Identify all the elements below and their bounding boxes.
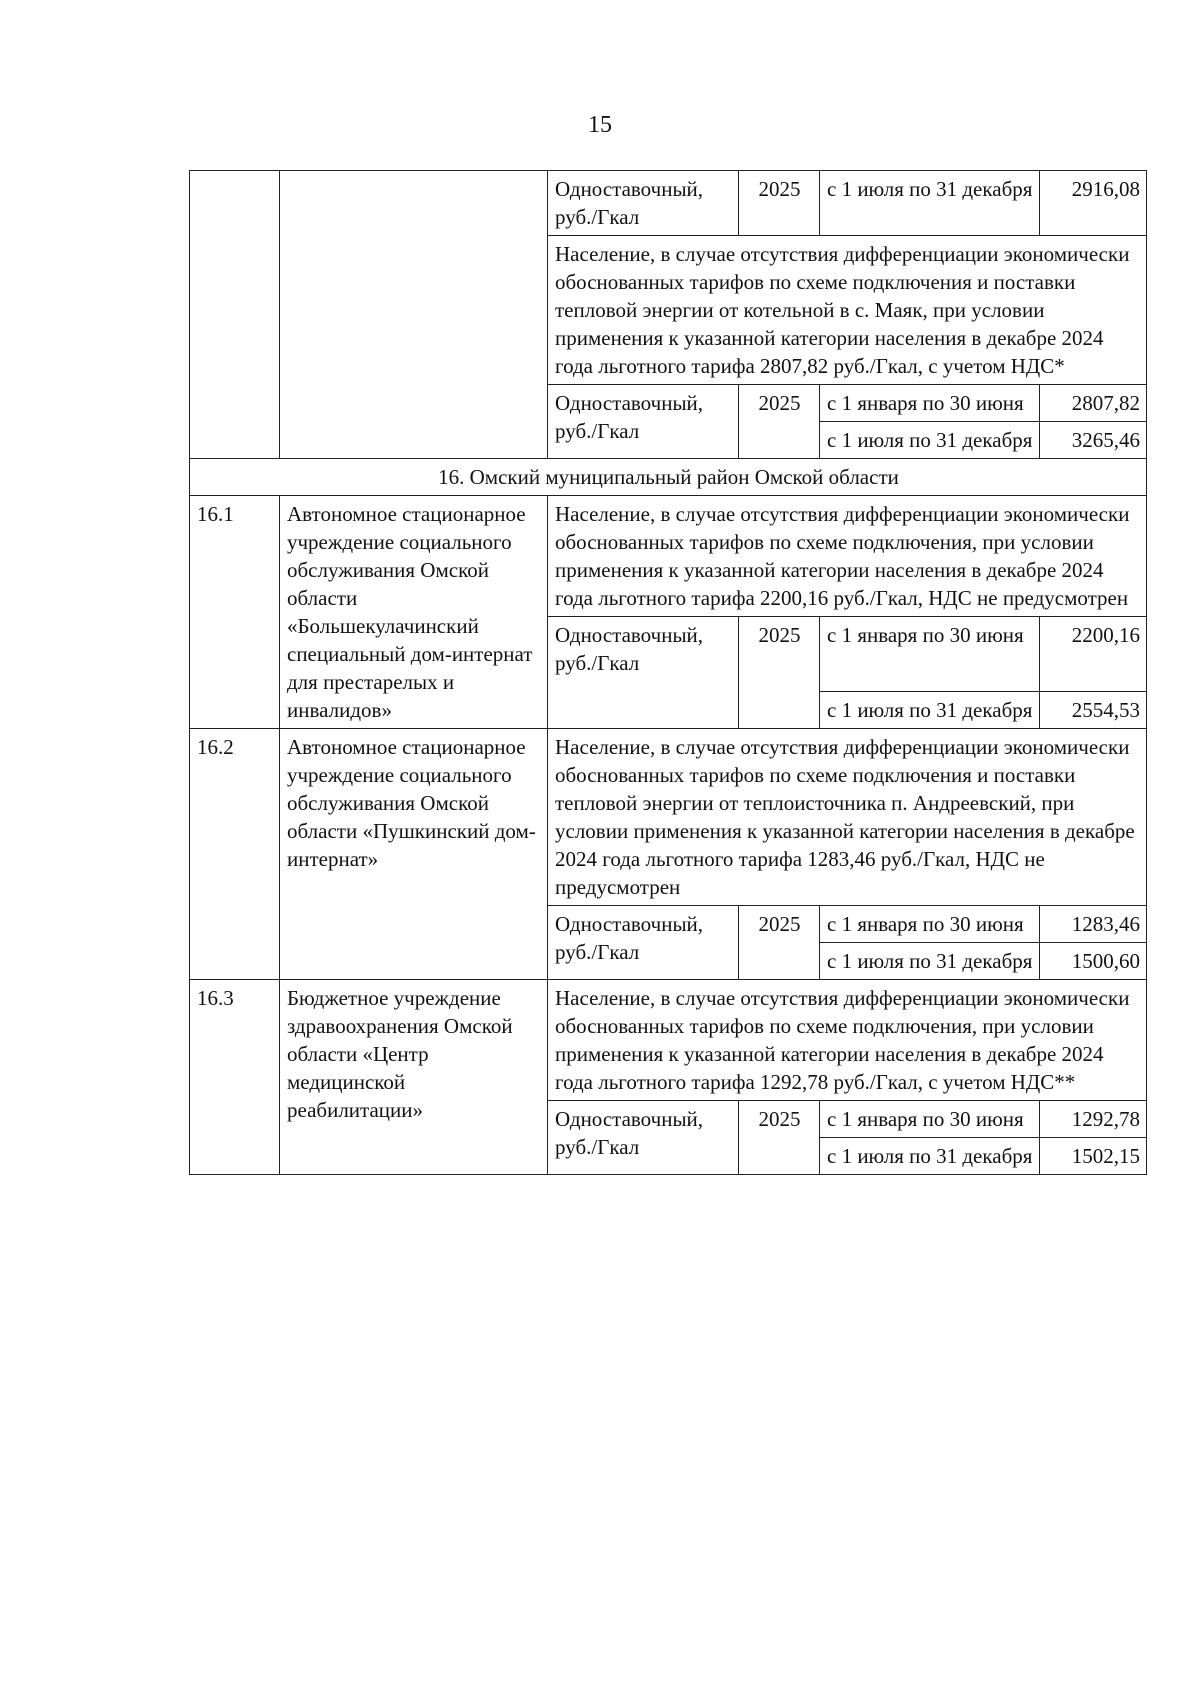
tariff-type: Одноставочный, руб./Гкал bbox=[548, 1101, 739, 1175]
population-note: Население, в случае отсутствия дифференциации экономически обоснованных тарифов по схеме подключения, при условии применения к указанной категории населения в декабре 2024 года льготного тарифа 2200,16 руб./Гкал, НДС не предусмотрен bbox=[548, 496, 1147, 617]
tariff-value: 2807,82 bbox=[1040, 385, 1147, 422]
tariff-year: 2025 bbox=[739, 617, 820, 729]
tariff-period: с 1 января по 30 июня bbox=[820, 1101, 1040, 1138]
tariff-type: Одноставочный, руб./Гкал bbox=[548, 171, 739, 236]
tariff-value: 1292,78 bbox=[1040, 1101, 1147, 1138]
entry-number: 16.3 bbox=[190, 980, 280, 1175]
tariff-type: Одноставочный, руб./Гкал bbox=[548, 906, 739, 980]
page-number: 15 bbox=[588, 112, 612, 138]
table-row bbox=[190, 980, 1147, 1101]
tariff-period: с 1 июля по 31 декабря bbox=[820, 1138, 1040, 1175]
table-row bbox=[190, 171, 1147, 236]
organization-name: Автономное стационарное учреждение социального обслуживания Омской области «Пушкинский дом-интернат» bbox=[280, 729, 548, 980]
tariff-year: 2025 bbox=[739, 171, 820, 236]
tariff-period: с 1 января по 30 июня bbox=[820, 617, 1040, 692]
tariff-period: с 1 июля по 31 декабря bbox=[820, 171, 1040, 236]
tariff-value: 1502,15 bbox=[1040, 1138, 1147, 1175]
empty-org-cell bbox=[280, 171, 548, 459]
population-note: Население, в случае отсутствия дифференциации экономически обоснованных тарифов по схеме подключения и поставки тепловой энергии от теплоисточника п. Андреевский, при условии применения к указанной категории населения в декабре 2024 года льготного тарифа 1283,46 руб./Гкал, НДС не предусмотрен bbox=[548, 729, 1147, 906]
tariff-table bbox=[189, 170, 1147, 1175]
tariff-value: 2554,53 bbox=[1040, 692, 1147, 729]
tariff-value: 3265,46 bbox=[1040, 422, 1147, 459]
population-note: Население, в случае отсутствия дифференциации экономически обоснованных тарифов по схеме подключения, при условии применения к указанной категории населения в декабре 2024 года льготного тарифа 1292,78 руб./Гкал, с учетом НДС** bbox=[548, 980, 1147, 1101]
organization-name: Бюджетное учреждение здравоохранения Омской области «Центр медицинской реабилитации» bbox=[280, 980, 548, 1175]
tariff-value: 1283,46 bbox=[1040, 906, 1147, 943]
section-row bbox=[190, 459, 1147, 496]
empty-number-cell bbox=[190, 171, 280, 459]
tariff-value: 2916,08 bbox=[1040, 171, 1147, 236]
tariff-year: 2025 bbox=[739, 1101, 820, 1175]
tariff-period: с 1 июля по 31 декабря bbox=[820, 943, 1040, 980]
tariff-type: Одноставочный, руб./Гкал bbox=[548, 385, 739, 459]
entry-number: 16.2 bbox=[190, 729, 280, 980]
tariff-period: с 1 июля по 31 декабря bbox=[820, 422, 1040, 459]
population-note: Население, в случае отсутствия дифференциации экономически обоснованных тарифов по схеме подключения и поставки тепловой энергии от котельной в с. Маяк, при условии применения к указанной категории населения в декабре 2024 года льготного тарифа 2807,82 руб./Гкал, с учетом НДС* bbox=[548, 236, 1147, 385]
tariff-year: 2025 bbox=[739, 906, 820, 980]
tariff-period: с 1 января по 30 июня bbox=[820, 906, 1040, 943]
entry-number: 16.1 bbox=[190, 496, 280, 729]
organization-name: Автономное стационарное учреждение социального обслуживания Омской области «Большекулачинский специальный дом-интернат для престарелых и инвалидов» bbox=[280, 496, 548, 729]
table-row bbox=[190, 496, 1147, 617]
tariff-type: Одноставочный, руб./Гкал bbox=[548, 617, 739, 729]
tariff-value: 1500,60 bbox=[1040, 943, 1147, 980]
section-title: 16. Омский муниципальный район Омской области bbox=[190, 459, 1147, 496]
tariff-period: с 1 июля по 31 декабря bbox=[820, 692, 1040, 729]
tariff-period: с 1 января по 30 июня bbox=[820, 385, 1040, 422]
tariff-year: 2025 bbox=[739, 385, 820, 459]
tariff-value: 2200,16 bbox=[1040, 617, 1147, 692]
table-row bbox=[190, 729, 1147, 906]
